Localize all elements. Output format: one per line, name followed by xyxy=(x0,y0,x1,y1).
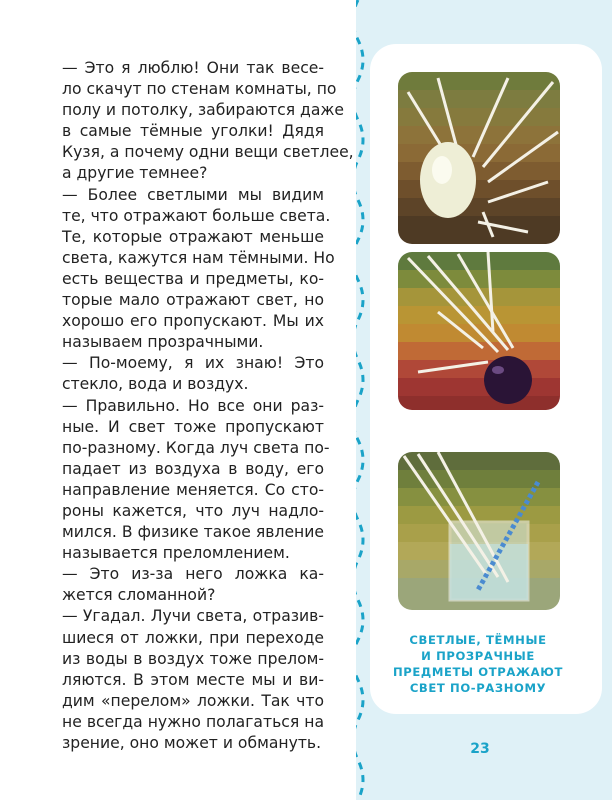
body-line: дим «перелом» ложки. Так что xyxy=(62,691,324,710)
body-line: из воды в воздух тоже прелом- xyxy=(62,649,324,668)
body-line: называем прозрачными. xyxy=(62,333,264,352)
caption-line: И ПРОЗРАЧНЫЕ xyxy=(421,649,535,663)
page-number: 23 xyxy=(470,741,490,757)
body-line: а другие темнее? xyxy=(62,164,208,183)
body-line: в самые тёмные уголки! Дядя xyxy=(62,122,324,141)
body-line: света, кажутся нам тёмными. Но xyxy=(62,248,335,267)
body-line: ло скачут по стенам комнаты, по xyxy=(62,80,337,99)
body-line: направление меняется. Со сто- xyxy=(62,480,324,499)
caption-line: ПРЕДМЕТЫ ОТРАЖАЮТ xyxy=(393,665,563,679)
glass-illustration xyxy=(398,452,560,610)
body-line: есть вещества и предметы, ко- xyxy=(62,269,324,288)
body-line: называется преломлением. xyxy=(62,544,290,563)
body-line: не всегда нужно полагаться на xyxy=(62,712,324,731)
body-line: ляются. В этом месте мы и ви- xyxy=(62,670,324,689)
body-line: полу и потолку, забираются даже xyxy=(62,101,345,120)
body-line: ные. И свет тоже пропускают xyxy=(62,417,324,436)
body-line: — Правильно. Но все они раз- xyxy=(62,396,324,415)
body-line: — Более светлыми мы видим xyxy=(62,185,324,204)
body-text xyxy=(62,58,354,754)
body-line: жется сломанной? xyxy=(62,586,216,605)
body-line: мился. В физике такое явление xyxy=(62,523,324,542)
caption-line: СВЕТ ПО-РАЗНОМУ xyxy=(409,681,547,695)
body-line: торые мало отражают свет, но xyxy=(62,291,324,310)
illustration-caption xyxy=(380,632,576,696)
body-line: те, что отражают больше света. xyxy=(62,206,331,225)
body-line: — Это я люблю! Они так весе- xyxy=(62,59,324,77)
body-line: падает из воздуха в воду, его xyxy=(62,459,324,478)
body-line: хорошо его пропускают. Мы их xyxy=(62,312,324,331)
body-line: — Это из-за него ложка ка- xyxy=(62,565,324,584)
body-line: — Угадал. Лучи света, отразив- xyxy=(62,607,324,626)
egg-illustration xyxy=(398,72,560,244)
plum-illustration xyxy=(398,252,560,410)
body-line: — По-моему, я их знаю! Это xyxy=(62,354,324,373)
body-line: Кузя, а почему одни вещи светлее, xyxy=(62,143,354,162)
body-line: по-разному. Когда луч света по- xyxy=(62,438,330,457)
body-line: роны кажется, что луч надло- xyxy=(62,501,324,520)
body-line: шиеся от ложки, при переходе xyxy=(62,628,324,647)
body-line: стекло, вода и воздух. xyxy=(62,375,249,394)
body-line: Те, которые отражают меньше xyxy=(62,227,324,246)
caption-line: СВЕТЛЫЕ, ТЁМНЫЕ xyxy=(409,633,547,647)
body-line: зрение, оно может и обмануть. xyxy=(62,734,322,752)
